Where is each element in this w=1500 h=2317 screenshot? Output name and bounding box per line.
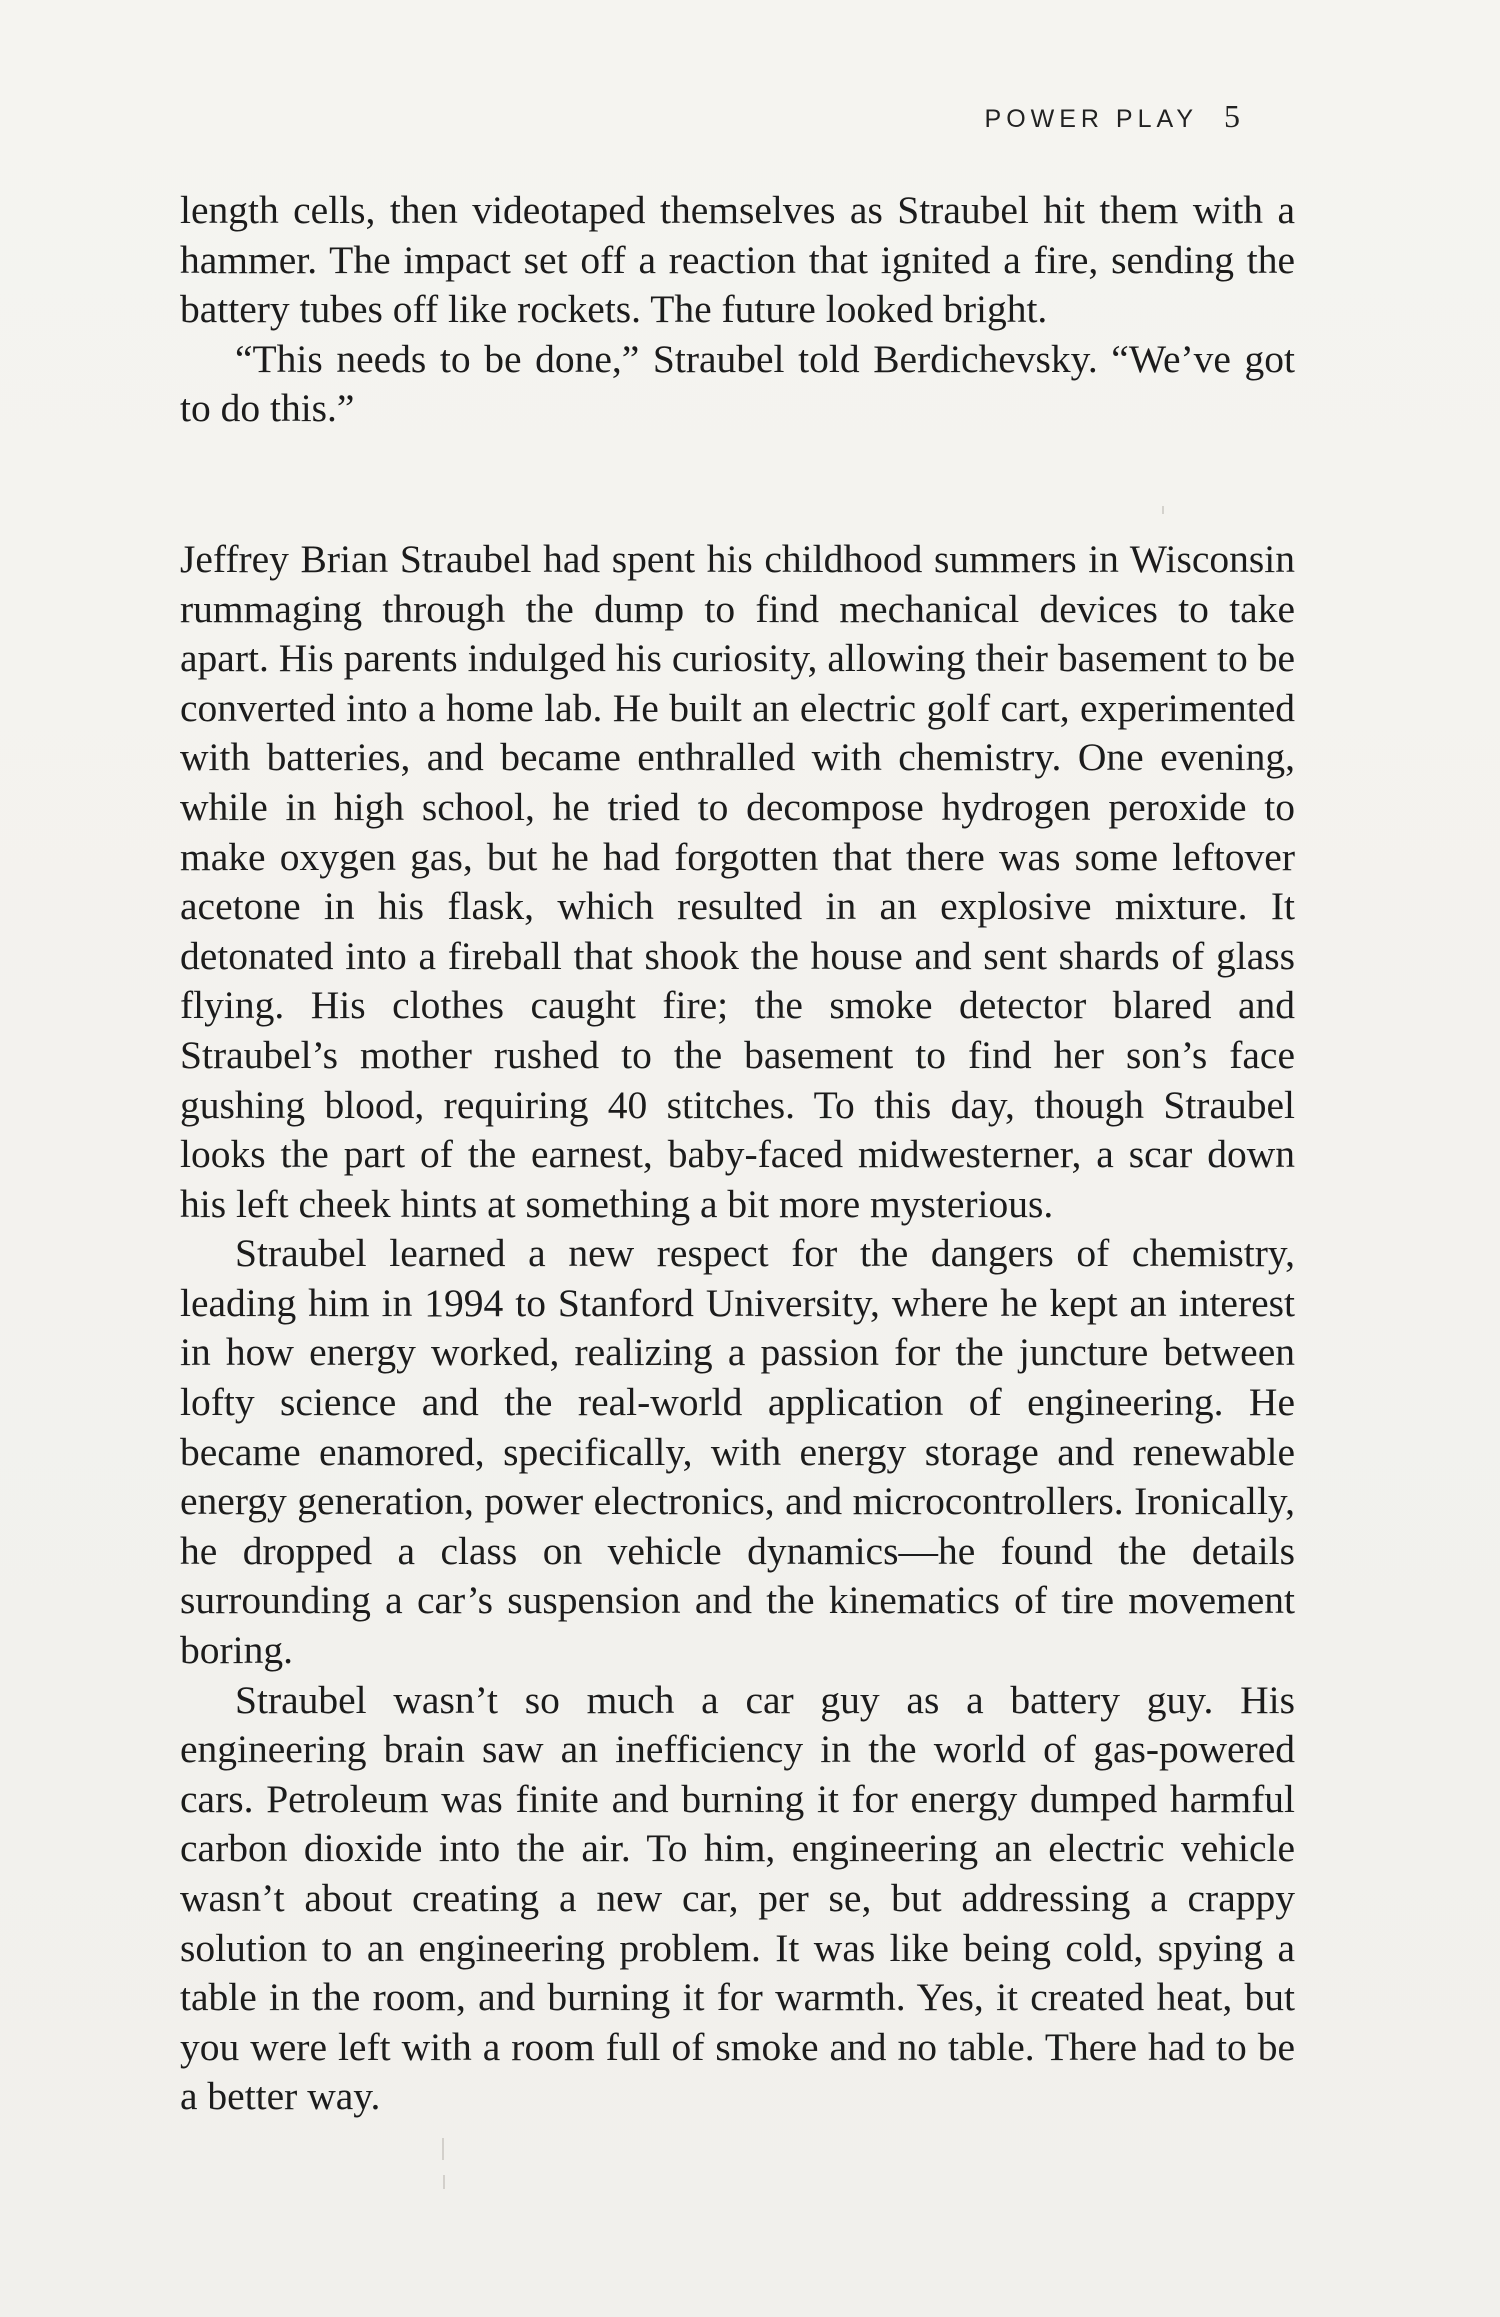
body-text <box>180 186 1295 2122</box>
paragraph-stanford: Straubel learned a new respect for the dangers of chemistry, leading him in 1994 to Stanford University, where he kept an interest in how energy worked, realizing a passion for the juncture between lofty science and the real-world application of engineering. He became enamored, specifically, with energy storage and renewable energy generation, power electronics, and microcontrollers. Ironically, he dropped a class on vehicle dynamics—he found the details surrounding a car’s suspension and the kinematics of tire movement boring. <box>180 1231 1295 1673</box>
scan-speck <box>443 2175 445 2189</box>
section-break <box>180 434 1295 535</box>
running-header <box>985 98 1240 135</box>
running-title: POWER PLAY <box>984 105 1198 133</box>
scan-speck <box>442 2138 444 2160</box>
scan-speck <box>1162 506 1164 514</box>
paragraph-section-start: Jeffrey Brian Straubel had spent his childhood summers in Wisconsin rummaging through the dump to find mechanical devices to take apart. His parents indulged his curiosity, allowing their basement to be converted into a home lab. He built an electric golf cart, experimented with batteries, and became enthralled with chemistry. One evening, while in high school, he tried to decompose hydrogen peroxide to make oxygen gas, but he had forgotten that there was some leftover acetone in his flask, which resulted in an explosive mixture. It detonated into a fireball that shook the house and sent shards of glass flying. His clothes caught fire; the smoke detector blared and Straubel’s mother rushed to the basement to find her son’s face gushing blood, requiring 40 stitches. To this day, though Straubel looks the part of the earnest, baby-faced midwesterner, a scar down his left cheek hints at something a bit more mysterious. <box>180 536 1295 1226</box>
paragraph-continued: length cells, then videotaped themselves as Straubel hit them with a hammer. The impact set off a reaction that ignited a fire, sending the battery tubes off like rockets. The future looked bright. <box>180 188 1295 332</box>
paragraph-battery-guy: Straubel wasn’t so much a car guy as a battery guy. His engineering brain saw an inefficiency in the world of gas-powered cars. Petroleum was finite and burning it for energy dumped harmful carbon dioxide into the air. To him, engineering an electric vehicle wasn’t about creating a new car, per se, but addressing a crappy solution to an engineering problem. It was like being cold, spying a table in the room, and burning it for warmth. Yes, it created heat, but you were left with a room full of smoke and no table. There had to be a better way. <box>180 1677 1295 2119</box>
paragraph-quote: “This needs to be done,” Straubel told Berdichevsky. “We’ve got to do this.” <box>180 336 1295 431</box>
page-number: 5 <box>1224 98 1240 134</box>
